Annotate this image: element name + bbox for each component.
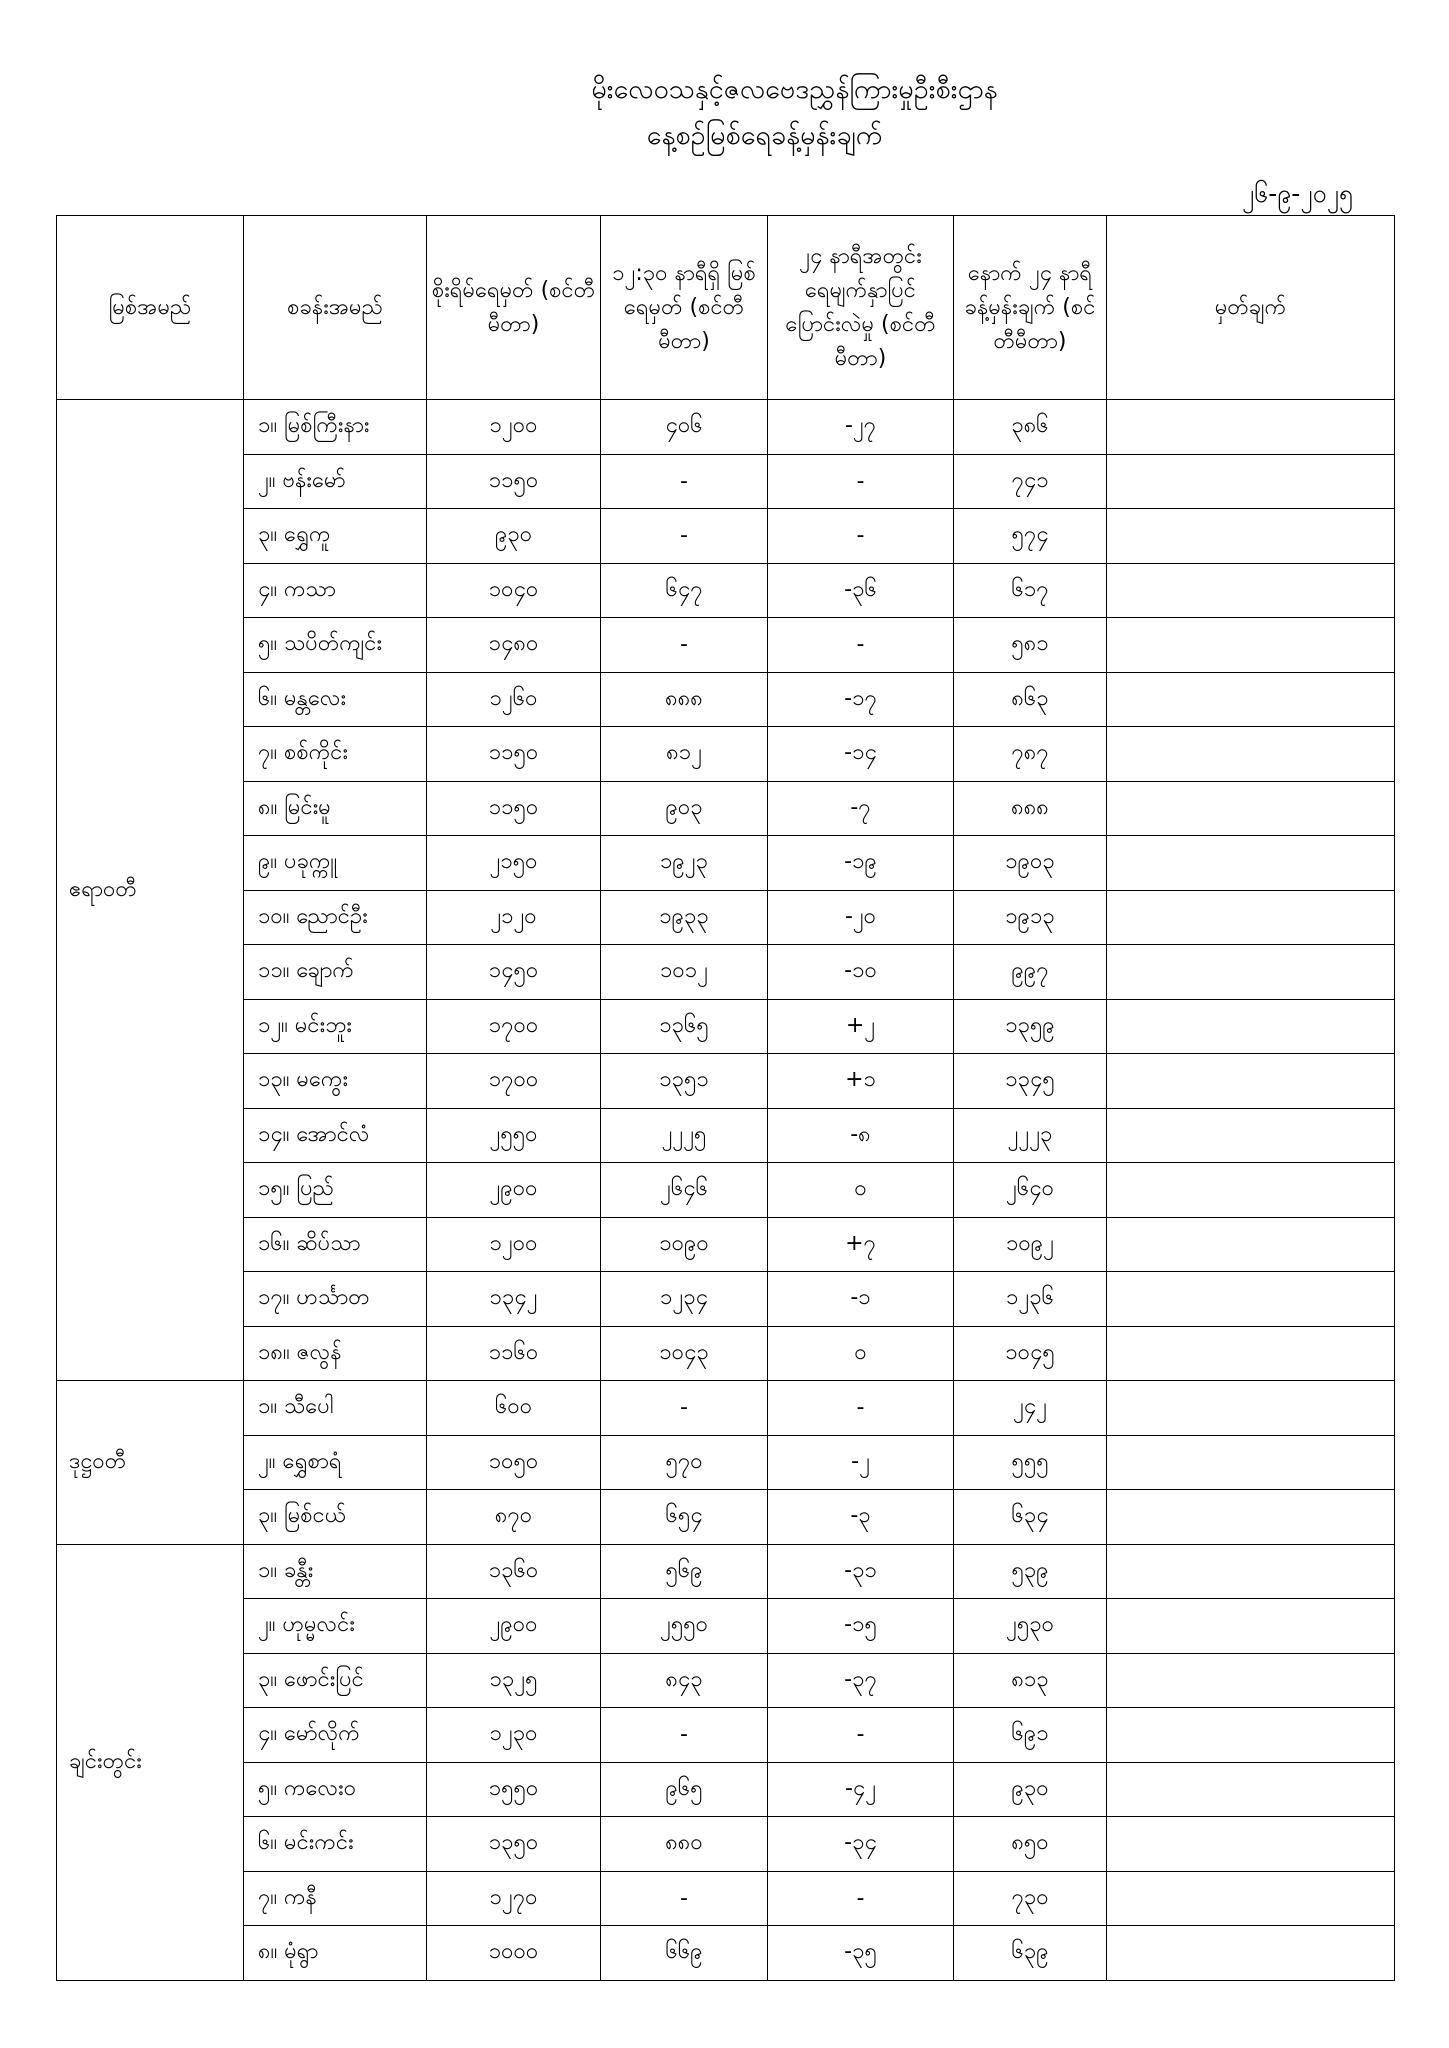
- station-name: ၉။ ပခုက္ကူ: [244, 836, 427, 891]
- danger-level: ၁၂၇၀: [427, 1871, 601, 1926]
- table-row: [57, 400, 1395, 455]
- danger-level: ၂၉၀၀: [427, 1599, 601, 1654]
- current-level: -: [601, 1871, 768, 1926]
- station-name: ၁၀။ ညောင်ဦး: [244, 890, 427, 945]
- station-name: ၁၂။ မင်းဘူး: [244, 999, 427, 1054]
- danger-level: ၁၁၆၀: [427, 1326, 601, 1381]
- report-date: ၂၆-၉-၂၀၂၅: [1241, 179, 1353, 208]
- station-name: ၁၈။ ဇလွန်: [244, 1326, 427, 1381]
- remark: [1107, 727, 1395, 782]
- table-row: [57, 836, 1395, 891]
- remark: [1107, 1490, 1395, 1545]
- station-name: ၈။ မုံရွာ: [244, 1926, 427, 1981]
- table-row: [57, 1272, 1395, 1327]
- col-header-remark: မှတ်ချက်: [1107, 216, 1395, 400]
- current-level: -: [601, 1381, 768, 1436]
- remark: [1107, 1653, 1395, 1708]
- level-change: -၃၅: [768, 1926, 954, 1981]
- station-name: ၅။ သပိတ်ကျင်း: [244, 618, 427, 673]
- table-row: [57, 1871, 1395, 1926]
- table-row: [57, 1108, 1395, 1163]
- level-change: -၈: [768, 1108, 954, 1163]
- current-level: ၆၅၄: [601, 1490, 768, 1545]
- river-forecast-table: [56, 215, 1395, 1981]
- remark: [1107, 1108, 1395, 1163]
- table-row: [57, 563, 1395, 618]
- station-name: ၈။ မြင်းမူ: [244, 781, 427, 836]
- danger-level: ၂၅၅၀: [427, 1108, 601, 1163]
- table-row: [57, 1326, 1395, 1381]
- remark: [1107, 1326, 1395, 1381]
- level-change: +၂: [768, 999, 954, 1054]
- forecast-level: ၁၀၄၅: [954, 1326, 1107, 1381]
- danger-level: ၁၄၈၀: [427, 618, 601, 673]
- table-row: [57, 1217, 1395, 1272]
- current-level: -: [601, 509, 768, 564]
- level-change: -၃: [768, 1490, 954, 1545]
- level-change: -၃၄: [768, 1817, 954, 1872]
- remark: [1107, 509, 1395, 564]
- current-level: ၁၀၁၂: [601, 945, 768, 1000]
- remark: [1107, 1708, 1395, 1763]
- danger-level: ၁၂၀၀: [427, 1217, 601, 1272]
- danger-level: ၁၂၀၀: [427, 400, 601, 455]
- forecast-level: ၆၃၄: [954, 1490, 1107, 1545]
- table-row: [57, 1381, 1395, 1436]
- current-level: -: [601, 618, 768, 673]
- current-level: ၉၀၃: [601, 781, 768, 836]
- forecast-level: ၆၃၉: [954, 1926, 1107, 1981]
- level-change: -၃၁: [768, 1544, 954, 1599]
- forecast-level: ၈၁၃: [954, 1653, 1107, 1708]
- station-name: ၄။ မော်လိုက်: [244, 1708, 427, 1763]
- level-change: -၁၅: [768, 1599, 954, 1654]
- current-level: ၈၁၂: [601, 727, 768, 782]
- current-level: ၂၂၂၅: [601, 1108, 768, 1163]
- level-change: -၁၉: [768, 836, 954, 891]
- col-header-current-level: ၁၂:၃၀ နာရီရှိ မြစ်ရေမှတ် (စင်တီမီတာ): [601, 216, 768, 400]
- current-level: -: [601, 454, 768, 509]
- level-change: -၃၆: [768, 563, 954, 618]
- danger-level: ၁၁၅၀: [427, 454, 601, 509]
- table-row: [57, 999, 1395, 1054]
- station-name: ၁။ သီပေါ: [244, 1381, 427, 1436]
- current-level: ၁၂၃၄: [601, 1272, 768, 1327]
- danger-level: ၁၁၅၀: [427, 727, 601, 782]
- danger-level: ၂၉၀၀: [427, 1163, 601, 1218]
- danger-level: ၁၃၂၅: [427, 1653, 601, 1708]
- danger-level: ၁၃၅၀: [427, 1817, 601, 1872]
- forecast-level: ၉၃၀: [954, 1762, 1107, 1817]
- danger-level: ၆၀၀: [427, 1381, 601, 1436]
- level-change: -၇: [768, 781, 954, 836]
- forecast-level: ၁၀၉၂: [954, 1217, 1107, 1272]
- river-name: ဒုဋ္ဌဝတီ: [57, 1381, 244, 1545]
- table-row: [57, 890, 1395, 945]
- current-level: ၁၃၅၁: [601, 1054, 768, 1109]
- level-change: -: [768, 509, 954, 564]
- remark: [1107, 1817, 1395, 1872]
- current-level: ၅၆၉: [601, 1544, 768, 1599]
- forecast-level: ၁၃၅၉: [954, 999, 1107, 1054]
- station-name: ၁၁။ ချောက်: [244, 945, 427, 1000]
- table-row: [57, 1435, 1395, 1490]
- table-row: [57, 1653, 1395, 1708]
- level-change: -၂၀: [768, 890, 954, 945]
- danger-level: ၁၃၆၀: [427, 1544, 601, 1599]
- table-header-row: [57, 216, 1395, 400]
- level-change: ၀: [768, 1163, 954, 1218]
- current-level: ၄၀၆: [601, 400, 768, 455]
- remark: [1107, 563, 1395, 618]
- current-level: ၆၄၇: [601, 563, 768, 618]
- level-change: -: [768, 1708, 954, 1763]
- report-title: နေ့စဉ်မြစ်ရေခန့်မှန်းချက်: [646, 120, 883, 151]
- remark: [1107, 1435, 1395, 1490]
- col-header-river: မြစ်အမည်: [57, 216, 244, 400]
- level-change: ၀: [768, 1326, 954, 1381]
- remark: [1107, 1926, 1395, 1981]
- forecast-level: ၇၄၁: [954, 454, 1107, 509]
- table-row: [57, 1926, 1395, 1981]
- station-name: ၆။ မန္တလေး: [244, 672, 427, 727]
- forecast-level: ၁၉၁၃: [954, 890, 1107, 945]
- remark: [1107, 1163, 1395, 1218]
- remark: [1107, 1272, 1395, 1327]
- station-name: ၁၇။ ဟင်္သာတ: [244, 1272, 427, 1327]
- danger-level: ၁၂၃၀: [427, 1708, 601, 1763]
- station-name: ၃။ မြစ်ငယ်: [244, 1490, 427, 1545]
- remark: [1107, 1762, 1395, 1817]
- level-change: -: [768, 1381, 954, 1436]
- station-name: ၁၆။ ဆိပ်သာ: [244, 1217, 427, 1272]
- forecast-level: ၂၆၄၀: [954, 1163, 1107, 1218]
- col-header-danger-level: စိုးရိမ်ရေမှတ် (စင်တီမီတာ): [427, 216, 601, 400]
- forecast-level: ၆၁၇: [954, 563, 1107, 618]
- forecast-level: ၂၂၂၃: [954, 1108, 1107, 1163]
- col-header-station: စခန်းအမည်: [244, 216, 427, 400]
- danger-level: ၉၃၀: [427, 509, 601, 564]
- current-level: ၈၄၃: [601, 1653, 768, 1708]
- level-change: -၁၇: [768, 672, 954, 727]
- department-title: မိုးလေဝသနှင့်ဇလဗေဒညွှန်ကြားမှုဦးစီးဌာန: [591, 74, 998, 105]
- current-level: -: [601, 1708, 768, 1763]
- danger-level: ၁၇၀၀: [427, 999, 601, 1054]
- table-row: [57, 727, 1395, 782]
- danger-level: ၁၃၄၂: [427, 1272, 601, 1327]
- current-level: ၈၈၈: [601, 672, 768, 727]
- remark: [1107, 999, 1395, 1054]
- forecast-level: ၃၈၆: [954, 400, 1107, 455]
- station-name: ၅။ ကလေးဝ: [244, 1762, 427, 1817]
- station-name: ၂။ ဗန်းမော်: [244, 454, 427, 509]
- table-row: [57, 1762, 1395, 1817]
- table-row: [57, 1599, 1395, 1654]
- danger-level: ၁၄၅၀: [427, 945, 601, 1000]
- level-change: -၂: [768, 1435, 954, 1490]
- remark: [1107, 1544, 1395, 1599]
- current-level: ၈၈၀: [601, 1817, 768, 1872]
- current-level: ၁၉၃၃: [601, 890, 768, 945]
- level-change: -၃၇: [768, 1653, 954, 1708]
- station-name: ၂။ ဟုမ္မလင်း: [244, 1599, 427, 1654]
- forecast-level: ၅၅၅: [954, 1435, 1107, 1490]
- remark: [1107, 618, 1395, 673]
- forecast-level: ၂၄၂: [954, 1381, 1107, 1436]
- remark: [1107, 1217, 1395, 1272]
- station-name: ၄။ ကသာ: [244, 563, 427, 618]
- current-level: ၅၇၀: [601, 1435, 768, 1490]
- level-change: +၇: [768, 1217, 954, 1272]
- level-change: -၂၇: [768, 400, 954, 455]
- forecast-level: ၈၆၃: [954, 672, 1107, 727]
- danger-level: ၁၁၅၀: [427, 781, 601, 836]
- station-name: ၆။ မင်းကင်း: [244, 1817, 427, 1872]
- level-change: -: [768, 618, 954, 673]
- forecast-level: ၇၃၀: [954, 1871, 1107, 1926]
- station-name: ၃။ ရွှေကူ: [244, 509, 427, 564]
- station-name: ၇။ စစ်ကိုင်း: [244, 727, 427, 782]
- remark: [1107, 454, 1395, 509]
- forecast-level: ၂၅၃၀: [954, 1599, 1107, 1654]
- table-row: [57, 945, 1395, 1000]
- level-change: -: [768, 454, 954, 509]
- remark: [1107, 1054, 1395, 1109]
- current-level: ၁၉၂၃: [601, 836, 768, 891]
- forecast-level: ၅၃၉: [954, 1544, 1107, 1599]
- table-row: [57, 618, 1395, 673]
- level-change: -၁၄: [768, 727, 954, 782]
- col-header-forecast: နောက် ၂၄ နာရီ ခန့်မှန်းချက် (စင်တီမီတာ): [954, 216, 1107, 400]
- river-name: ဧရာဝတီ: [57, 400, 244, 1381]
- danger-level: ၁၇၀၀: [427, 1054, 601, 1109]
- remark: [1107, 1871, 1395, 1926]
- forecast-level: ၇၈၇: [954, 727, 1107, 782]
- remark: [1107, 400, 1395, 455]
- forecast-level: ၁၃၄၅: [954, 1054, 1107, 1109]
- current-level: ၂၆၄၆: [601, 1163, 768, 1218]
- remark: [1107, 1381, 1395, 1436]
- danger-level: ၁၂၆၀: [427, 672, 601, 727]
- station-name: ၁၅။ ပြည်: [244, 1163, 427, 1218]
- forecast-level: ၆၉၁: [954, 1708, 1107, 1763]
- table-row: [57, 509, 1395, 564]
- station-name: ၁၃။ မကွေး: [244, 1054, 427, 1109]
- remark: [1107, 1599, 1395, 1654]
- remark: [1107, 672, 1395, 727]
- table-row: [57, 1817, 1395, 1872]
- forecast-level: ၅၈၁: [954, 618, 1107, 673]
- station-name: ၃။ ဖောင်းပြင်: [244, 1653, 427, 1708]
- table-row: [57, 1708, 1395, 1763]
- remark: [1107, 890, 1395, 945]
- current-level: ၆၆၉: [601, 1926, 768, 1981]
- forecast-level: ၉၉၇: [954, 945, 1107, 1000]
- table-row: [57, 672, 1395, 727]
- table-row: [57, 1490, 1395, 1545]
- remark: [1107, 945, 1395, 1000]
- danger-level: ၁၀၅၀: [427, 1435, 601, 1490]
- table-row: [57, 454, 1395, 509]
- danger-level: ၈၇၀: [427, 1490, 601, 1545]
- level-change: -၄၂: [768, 1762, 954, 1817]
- forecast-level: ၈၅၀: [954, 1817, 1107, 1872]
- current-level: ၁၀၉၀: [601, 1217, 768, 1272]
- station-name: ၂။ ရွှေစာရံ: [244, 1435, 427, 1490]
- danger-level: ၂၁၂၀: [427, 890, 601, 945]
- table-row: [57, 1163, 1395, 1218]
- current-level: ၉၆၅: [601, 1762, 768, 1817]
- remark: [1107, 781, 1395, 836]
- level-change: -၁၀: [768, 945, 954, 1000]
- danger-level: ၂၁၅၀: [427, 836, 601, 891]
- level-change: -: [768, 1871, 954, 1926]
- table-row: [57, 1054, 1395, 1109]
- level-change: -၁: [768, 1272, 954, 1327]
- current-level: ၁၀၄၃: [601, 1326, 768, 1381]
- station-name: ၁။ မြစ်ကြီးနား: [244, 400, 427, 455]
- danger-level: ၁၅၅၀: [427, 1762, 601, 1817]
- level-change: +၁: [768, 1054, 954, 1109]
- station-name: ၇။ ကနီ: [244, 1871, 427, 1926]
- current-level: ၁၃၆၅: [601, 999, 768, 1054]
- station-name: ၁၄။ အောင်လံ: [244, 1108, 427, 1163]
- river-name: ချင်းတွင်း: [57, 1544, 244, 1980]
- table-row: [57, 781, 1395, 836]
- danger-level: ၁၀၄၀: [427, 563, 601, 618]
- table-row: [57, 1544, 1395, 1599]
- forecast-level: ၁၂၃၆: [954, 1272, 1107, 1327]
- danger-level: ၁၀၀၀: [427, 1926, 601, 1981]
- current-level: ၂၅၅၀: [601, 1599, 768, 1654]
- station-name: ၁။ ခန္တီး: [244, 1544, 427, 1599]
- forecast-level: ၅၇၄: [954, 509, 1107, 564]
- remark: [1107, 836, 1395, 891]
- forecast-level: ၁၉၀၃: [954, 836, 1107, 891]
- col-header-change: ၂၄ နာရီအတွင်း ရေမျက်နှာပြင် ပြောင်းလဲမှု (စင်တီမီတာ): [768, 216, 954, 400]
- forecast-level: ၈၈၈: [954, 781, 1107, 836]
